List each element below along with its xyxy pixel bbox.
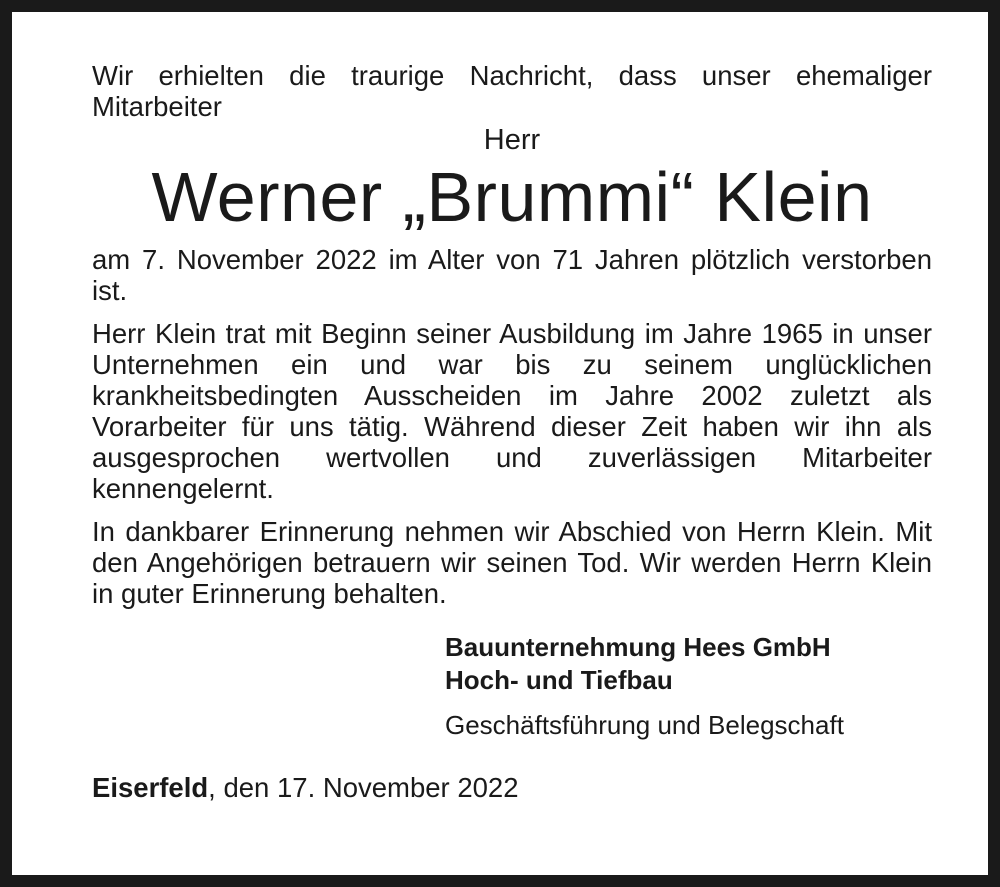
signatories: Geschäftsführung und Belegschaft <box>445 710 844 740</box>
dateline <box>92 772 932 803</box>
deceased-name: Werner „Brummi“ Klein <box>151 158 873 236</box>
honorific: Herr <box>483 124 541 156</box>
company-name: Bauunternehmung Hees GmbH <box>445 632 831 662</box>
paragraph-death-notice: am 7. November 2022 im Alter von 71 Jahren plötzlich verstorben ist. <box>92 244 932 306</box>
intro-text: Wir erhielten die traurige Nachricht, dass unser ehemaliger Mitarbeiter <box>92 60 932 122</box>
paragraph-career: Herr Klein trat mit Beginn seiner Ausbildung im Jahre 1965 in unser Unternehmen ein und war bis zu seinem unglücklichen krankheitsbedingten Ausscheiden im Jahre 2002 zuletzt als Vorarbeiter für uns tätig. Während dieser Zeit haben wir ihn als ausgesprochen wertvollen und zuverlässigen Mitarbeiter kennengelernt. <box>92 318 932 504</box>
company-division: Hoch- und Tiefbau <box>445 665 673 695</box>
paragraph-farewell: In dankbarer Erinnerung nehmen wir Abschied von Herrn Klein. Mit den Angehörigen betrauern wir seinen Tod. Wir werden Herrn Klein in guter Erinnerung behalten. <box>92 516 932 609</box>
dateline-place: Eiserfeld <box>92 772 209 803</box>
notice-content <box>92 60 932 803</box>
signature-block <box>445 631 932 742</box>
dateline-date: , den 17. November 2022 <box>208 772 519 803</box>
